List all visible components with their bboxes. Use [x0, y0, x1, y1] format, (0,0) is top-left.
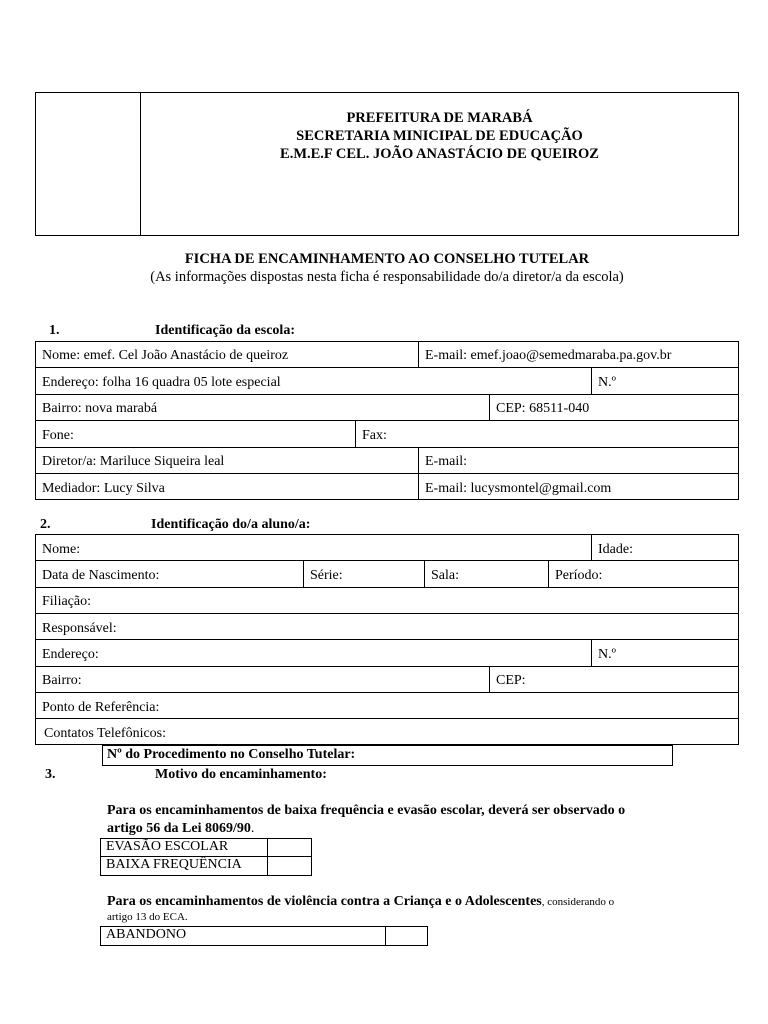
school-mediator: Mediador: Lucy Silva [42, 481, 165, 496]
section3-title: Motivo do encaminhamento: [155, 767, 327, 782]
student-address: Endereço: [42, 647, 99, 662]
form-subtitle: (As informações dispostas nesta ficha é responsabilidade do/a diretor/a da escola) [150, 269, 624, 285]
student-parents: Filiação: [42, 594, 91, 609]
school-email: E-mail: emef.joao@semedmaraba.pa.gov.br [425, 348, 672, 363]
mediator-email: E-mail: lucysmontel@gmail.com [425, 481, 612, 496]
paragraph2-bold: Para os encaminhamentos de violência contra a Criança e o Adolescentes [107, 894, 542, 909]
student-age: Idade: [598, 542, 633, 557]
school-phone: Fone: [42, 428, 74, 443]
paragraph2-small: , considerando o [541, 896, 615, 908]
student-period: Período: [555, 568, 603, 583]
paragraph2-line1 [107, 894, 614, 910]
school-fax: Fax: [362, 428, 387, 443]
student-grade: Série: [310, 568, 343, 583]
student-phones: Contatos Telefônicos: [44, 726, 167, 741]
student-district: Bairro: [42, 673, 82, 688]
student-room: Sala: [431, 568, 459, 583]
school-district: Bairro: nova marabá [42, 401, 158, 416]
school-zipcode: CEP: 68511-040 [496, 401, 590, 416]
school-address: Endereço: folha 16 quadra 05 lote especial [42, 375, 281, 390]
student-reference: Ponto de Referência: [42, 700, 160, 715]
option-abandono: ABANDONO [106, 927, 187, 942]
section1-number: 1. [49, 323, 60, 338]
paragraph2-line2: artigo 13 do ECA. [107, 911, 188, 923]
option-baixa-frequencia: BAIXA FREQUÊNCIA [106, 857, 242, 872]
section2-number: 2. [40, 517, 51, 532]
director-email: E-mail: [425, 454, 467, 469]
student-guardian: Responsável: [42, 621, 117, 636]
header-line-1: PREFEITURA DE MARABÁ [346, 110, 533, 126]
header-line-3: E.M.E.F CEL. JOÃO ANASTÁCIO DE QUEIROZ [280, 146, 599, 162]
school-director: Diretor/a: Mariluce Siqueira leal [42, 454, 225, 469]
paragraph1-law: artigo 56 da Lei 8069/90 [107, 821, 251, 836]
paragraph1-period: . [250, 821, 255, 836]
student-zipcode: CEP: [496, 673, 526, 688]
section1-title: Identificação da escola: [155, 323, 295, 338]
school-number: N.º [598, 375, 616, 390]
student-number: N.º [598, 647, 616, 662]
option-evasao-escolar: EVASÃO ESCOLAR [106, 839, 229, 854]
paragraph1-line1: Para os encaminhamentos de baixa frequência e evasão escolar, deverá ser observado o [107, 803, 626, 818]
section2-title: Identificação do/a aluno/a: [151, 517, 311, 532]
header-line-2: SECRETARIA MINICIPAL DE EDUCAÇÃO [296, 128, 583, 144]
procedure-label: Nº do Procedimento no Conselho Tutelar: [107, 747, 356, 762]
student-birthdate: Data de Nascimento: [42, 568, 160, 583]
school-name: Nome: emef. Cel João Anastácio de queiroz [42, 348, 289, 363]
paragraph1-line2 [107, 821, 254, 837]
student-name: Nome: [42, 542, 81, 557]
section3-number: 3. [45, 767, 56, 782]
form-title: FICHA DE ENCAMINHAMENTO AO CONSELHO TUTELAR [184, 251, 590, 267]
